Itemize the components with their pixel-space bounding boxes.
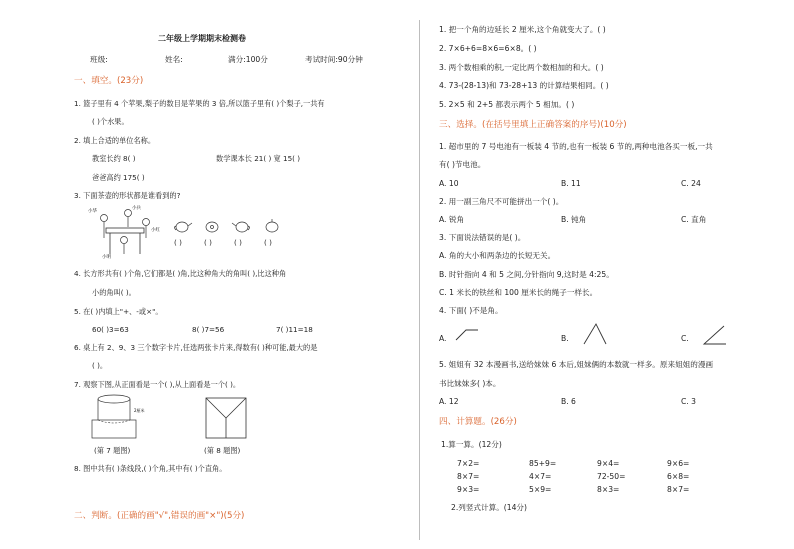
teapot-icon (206, 222, 218, 232)
q5-item-a: 60( )3=63 (92, 325, 129, 334)
choice-q4-opt-c: C. (681, 334, 689, 343)
calc-cell: 8×7= (667, 485, 690, 494)
teapot-views (170, 218, 290, 234)
q2-item-b: 数学课本长 21( ) 宽 15( ) (216, 154, 301, 163)
column-divider (419, 20, 420, 540)
q4-line1: 4. 长方形共有( )个角,它们都是( )角,比这种角大的角叫( ),比这种角 (74, 269, 287, 278)
judge-item-4: 4. 73-(28-13)和 73-28+13 的计算结果相同。( ) (439, 81, 609, 90)
choice-q1-line1: 1. 超市里的 7 号电池有一板装 4 节的,也有一板装 6 节的,两种电池各买一板,一共 (439, 142, 713, 151)
q7-text: 7. 观察下图,从正面看是一个( ),从上面看是一个( )。 (74, 380, 241, 389)
calc-cell: 85+9= (529, 459, 557, 468)
choice-q1-opt-c: C. 24 (681, 179, 701, 188)
choice-q3-opt-b: B. 时针指向 4 和 5 之间,分针指向 9,这时是 4:25。 (439, 270, 614, 279)
calc-cell: 6×8= (667, 472, 690, 481)
teapot-blank-1: ( ) (174, 238, 182, 247)
teapot-blank-4: ( ) (264, 238, 272, 247)
teapot-icon (175, 222, 193, 232)
class-label: 班级: (90, 55, 108, 64)
fig8-caption: (第 8 题图) (204, 446, 241, 455)
q2-item-a: 教室长约 8( ) (92, 154, 136, 163)
judge-item-2: 2. 7×6+6=8×6=6×8。( ) (439, 44, 537, 53)
calc-cell: 5×9= (529, 485, 552, 494)
calc-cell: 4×7= (529, 472, 552, 481)
fig7-caption: (第 7 题图) (94, 446, 131, 455)
choice-q5-line2: 书比妹妹多( )本。 (439, 379, 501, 388)
section-3-heading: 三、选择。(在括号里填上正确答案的序号)(10分) (439, 120, 627, 130)
calc-cell: 8×3= (597, 485, 620, 494)
choice-q5-opt-c: C. 3 (681, 397, 696, 406)
label-xiaobing: 小兵 (132, 206, 141, 211)
score-label: 满分:100分 (228, 55, 268, 64)
calc-cell: 7×2= (457, 459, 480, 468)
choice-q3-text: 3. 下面说法错误的是( )。 (439, 233, 526, 242)
judge-item-5: 5. 2×5 和 2+5 都表示两个 5 相加。( ) (439, 100, 575, 109)
section-1-heading: 一、填空。(23分) (74, 76, 144, 86)
q4-line2: 小的角叫( )。 (92, 288, 136, 297)
teapot-icon (266, 219, 278, 232)
choice-q3-opt-a: A. 角的大小和两条边的长短无关。 (439, 251, 556, 260)
judge-item-1: 1. 把一个角的边延长 2 厘米,这个角就变大了。( ) (439, 25, 606, 34)
q5-item-b: 8( )7=56 (192, 325, 225, 334)
q1-line1: 1. 篮子里有 4 个苹果,梨子的数目是苹果的 3 倍,所以篮子里有( )个梨子,一共有 (74, 99, 325, 108)
choice-q4-text: 4. 下面( )不是角。 (439, 306, 503, 315)
choice-q1-line2: 有( )节电池。 (439, 160, 486, 169)
calc-cell: 8×7= (457, 472, 480, 481)
children-table-figure (88, 204, 164, 260)
time-label: 考试时间:90分钟 (305, 55, 363, 64)
choice-q2-text: 2. 用一副三角尺不可能拼出一个( )。 (439, 197, 564, 206)
choice-q2-opt-b: B. 钝角 (561, 215, 587, 224)
q5-text: 5. 在( )内填上"+、-或×"。 (74, 307, 163, 316)
calc-sub1: 1.算一算。(12分) (441, 440, 502, 449)
choice-q5-line1: 5. 姐姐有 32 本漫画书,送给妹妹 6 本后,姐妹俩的本数就一样多。原来姐姐的漫画 (439, 360, 714, 369)
teapot-blank-2: ( ) (204, 238, 212, 247)
name-label: 姓名: (165, 55, 183, 64)
judge-item-3: 3. 两个数相乘的积,一定比两个数相加的和大。( ) (439, 63, 604, 72)
fig7-dimension: 2厘米 (134, 408, 145, 413)
section-4-heading: 四、计算题。(26分) (439, 417, 517, 427)
choice-q1-opt-a: A. 10 (439, 179, 459, 188)
q6-line1: 6. 桌上有 2、9、3 三个数字卡片,任选两张卡片来,得数有( )种可能,最大的是 (74, 343, 318, 352)
cylinder-box-figure (88, 392, 148, 442)
angle-b-figure (580, 320, 608, 346)
choice-q2-opt-c: C. 直角 (681, 215, 707, 224)
q1-line2: ( )个水果。 (92, 117, 129, 126)
q2-text: 2. 填上合适的单位名称。 (74, 136, 156, 145)
calc-cell: 9×4= (597, 459, 620, 468)
q6-line2: ( )。 (92, 361, 108, 370)
choice-q4-opt-b: B. (561, 334, 569, 343)
choice-q5-opt-b: B. 6 (561, 397, 576, 406)
calc-cell: 9×3= (457, 485, 480, 494)
angle-c-figure (700, 324, 728, 346)
q5-item-c: 7( )11=18 (276, 325, 313, 334)
choice-q4-opt-a: A. (439, 334, 447, 343)
teapot-blank-3: ( ) (234, 238, 242, 247)
choice-q3-opt-c: C. 1 米长的铁丝和 100 厘米长的绳子一样长。 (439, 288, 598, 297)
q2-item-c: 爸爸高约 175( ) (92, 173, 145, 182)
calc-cell: 72-50= (597, 472, 626, 481)
label-xiaohua: 小华 (88, 209, 97, 214)
exam-title: 二年级上学期期末检测卷 (158, 34, 246, 43)
q8-text: 8. 图中共有( )条线段,( )个角,其中有( )个直角。 (74, 464, 227, 473)
calc-sub2: 2.列竖式计算。(14分) (451, 503, 527, 512)
q3-text: 3. 下面茶壶的形状都是谁看到的? (74, 191, 181, 200)
section-2-heading: 二、判断。(正确的画"√",错误的画"×")(5分) (74, 511, 245, 521)
label-xiaohong: 小红 (151, 228, 160, 233)
square-lines-figure (204, 392, 250, 440)
teapot-icon (232, 222, 250, 232)
choice-q1-opt-b: B. 11 (561, 179, 581, 188)
choice-q2-opt-a: A. 锐角 (439, 215, 465, 224)
label-xiaoming: 小明 (102, 255, 111, 260)
angle-a-figure (454, 326, 480, 344)
choice-q5-opt-a: A. 12 (439, 397, 459, 406)
calc-cell: 9×6= (667, 459, 690, 468)
